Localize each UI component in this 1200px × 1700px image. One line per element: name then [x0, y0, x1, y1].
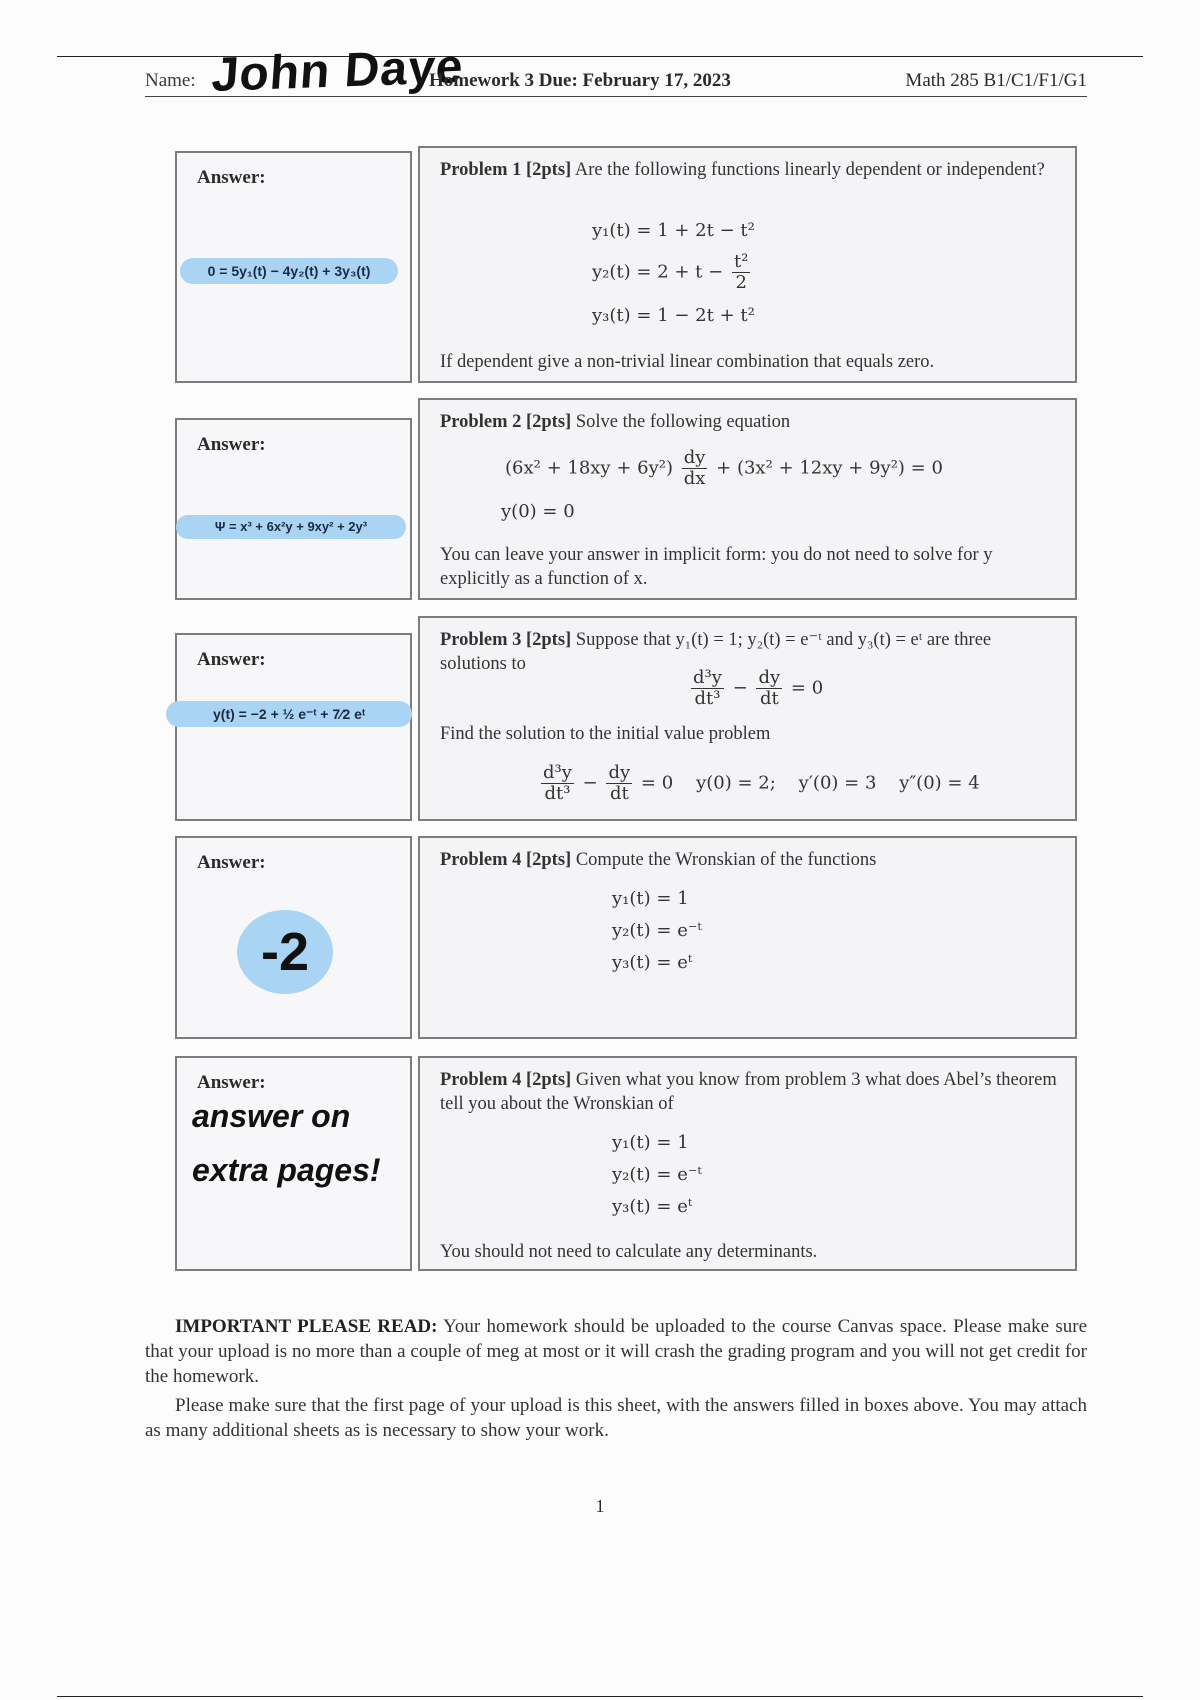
problem-3-ode-eq: = 0: [790, 677, 824, 699]
problem-1-eq2: [592, 252, 753, 293]
problem-2-eq1-left: (6x² + 18xy + 6y²): [505, 457, 673, 479]
answer-1-highlight: 0 = 5y₁(t) − 4y₂(t) + 3y₃(t): [180, 258, 398, 284]
frac-numerator: t²: [733, 251, 749, 272]
problem-3-find: Find the solution to the initial value problem: [440, 724, 771, 744]
problem-5-text: Given what you know from problem 3 what does Abel’s theorem tell you about the Wronskian of: [440, 1070, 1057, 1114]
problem-2-eq1-frac: [682, 448, 708, 489]
problem-1-prompt: [440, 158, 1057, 182]
problem-box-3: [418, 616, 1077, 821]
problem-3-ivp-frac2: [606, 763, 632, 804]
frac-numerator: d³y: [693, 667, 722, 688]
problem-3-ivp-minus: −: [582, 772, 598, 794]
homework-title: Homework 3 Due: February 17, 2023: [429, 70, 731, 91]
frac-numerator: d³y: [543, 762, 572, 783]
problem-box-5: [418, 1056, 1077, 1271]
frac-denominator: dt³: [544, 783, 571, 804]
answer-box-3[interactable]: [175, 633, 412, 821]
problem-3-heading: Problem 3: [440, 630, 522, 650]
problem-3-ode: [688, 668, 823, 709]
frac-numerator: dy: [758, 667, 781, 688]
problem-5-prompt: [440, 1068, 1057, 1116]
problem-5-heading: Problem 4: [440, 1070, 522, 1090]
frac-denominator: 2: [735, 272, 747, 293]
problem-1-points: [2pts]: [525, 160, 572, 180]
problem-3-ode-frac1: [691, 668, 724, 709]
frac-denominator: dt: [609, 783, 629, 804]
answer-4-value: -2: [260, 922, 309, 982]
problem-2-eq2: y(0) = 0: [501, 501, 575, 522]
problem-5-eq2: y₂(t) = e⁻ᵗ: [612, 1164, 702, 1185]
problem-3-ode-frac2: [756, 668, 782, 709]
frac-denominator: dx: [683, 468, 706, 489]
answer-box-2[interactable]: [175, 418, 412, 600]
page-number: 1: [595, 1496, 605, 1516]
problem-3-ivp-frac1: [541, 763, 574, 804]
frac-numerator: dy: [608, 762, 631, 783]
problem-4-heading: Problem 4: [440, 850, 522, 870]
problem-2-points: [2pts]: [525, 412, 572, 432]
problem-1-text: Are the following functions linearly dependent or independent?: [574, 160, 1045, 180]
answer-5-line2: extra pages!: [192, 1152, 381, 1188]
answer-3-highlight: y(t) = −2 + ½ e⁻ᵗ + 7⁄2 eᵗ: [166, 701, 412, 727]
problem-1-heading: Problem 1: [440, 160, 522, 180]
frac-denominator: dt: [759, 688, 779, 709]
problem-2-eq1: [505, 448, 943, 489]
answer-label: Answer:: [197, 1072, 266, 1093]
name-label: Name:: [145, 70, 196, 91]
problem-1-note: If dependent give a non-trivial linear combination that equals zero.: [440, 352, 935, 372]
answer-label: Answer:: [197, 434, 266, 455]
problem-2-text: Solve the following equation: [575, 412, 791, 432]
student-name-handwritten: John Daye: [210, 40, 466, 102]
problem-2-note: You can leave your answer in implicit form: you do not need to solve for y explicitly as a function of x.: [440, 545, 993, 589]
problem-1-eq2-left: y₂(t) = 2 + t −: [592, 261, 724, 283]
problem-box-2: [418, 398, 1077, 600]
problem-1-eq3: y₃(t) = 1 − 2t + t²: [592, 305, 755, 326]
problem-3-ode-minus: −: [732, 677, 748, 699]
problem-box-1: [418, 146, 1077, 383]
problem-2-prompt: [440, 410, 1057, 434]
important-label: IMPORTANT PLEASE READ:: [175, 1316, 438, 1337]
frac-denominator: dt³: [694, 688, 721, 709]
answer-label: Answer:: [197, 852, 266, 873]
answer-4-circle: [237, 910, 333, 994]
problem-5-points: [2pts]: [525, 1070, 572, 1090]
problem-2-eq1-right: + (3x² + 12xy + 9y²) = 0: [716, 457, 943, 479]
problem-4-eq2: y₂(t) = e⁻ᵗ: [612, 920, 702, 941]
problem-3-text: Suppose that y₁(t) = 1; y₂(t) = e⁻ᵗ and y₃(t) = eᵗ are three solutions to: [440, 630, 992, 674]
answer-5-line1: answer on: [192, 1098, 351, 1134]
problem-5-eq3: y₃(t) = eᵗ: [612, 1196, 693, 1217]
course-code: Math 285 B1/C1/F1/G1: [905, 70, 1087, 91]
problem-3-ivp: [538, 763, 980, 804]
problem-3-ivp-conditions: = 0 y(0) = 2; y′(0) = 3 y″(0) = 4: [640, 772, 980, 794]
frac-numerator: dy: [683, 447, 706, 468]
problem-5-note: You should not need to calculate any determinants.: [440, 1242, 818, 1262]
problem-1-eq1: y₁(t) = 1 + 2t − t²: [592, 220, 755, 241]
problem-4-eq1: y₁(t) = 1: [612, 888, 689, 909]
important-text: Your homework should be uploaded to the course Canvas space. Please make sure that your upload is no more than a couple of meg at most or it will crash the grading program and you will not get credit for the homework.: [145, 1316, 1088, 1387]
problem-4-text: Compute the Wronskian of the functions: [575, 850, 877, 870]
answer-label: Answer:: [197, 649, 266, 670]
problem-1-eq2-frac: [732, 252, 750, 293]
important-notice: [145, 1314, 1087, 1389]
problem-4-points: [2pts]: [525, 850, 572, 870]
problem-box-4: [418, 836, 1077, 1039]
answer-label: Answer:: [197, 167, 266, 188]
answer-2-highlight: Ψ = x³ + 6x²y + 9xy² + 2y³: [176, 515, 406, 539]
problem-4-prompt: [440, 848, 1057, 872]
page-header: [145, 40, 1087, 102]
problem-4-eq3: y₃(t) = eᵗ: [612, 952, 693, 973]
problem-5-eq1: y₁(t) = 1: [612, 1132, 689, 1153]
upload-instructions: Please make sure that the first page of your upload is this sheet, with the answers filled in boxes above. You may attach as many additional sheets as is necessary to show your work.: [145, 1395, 1087, 1441]
problem-2-heading: Problem 2: [440, 412, 522, 432]
problem-3-points: [2pts]: [525, 630, 572, 650]
bottom-rule: [57, 1696, 1143, 1697]
